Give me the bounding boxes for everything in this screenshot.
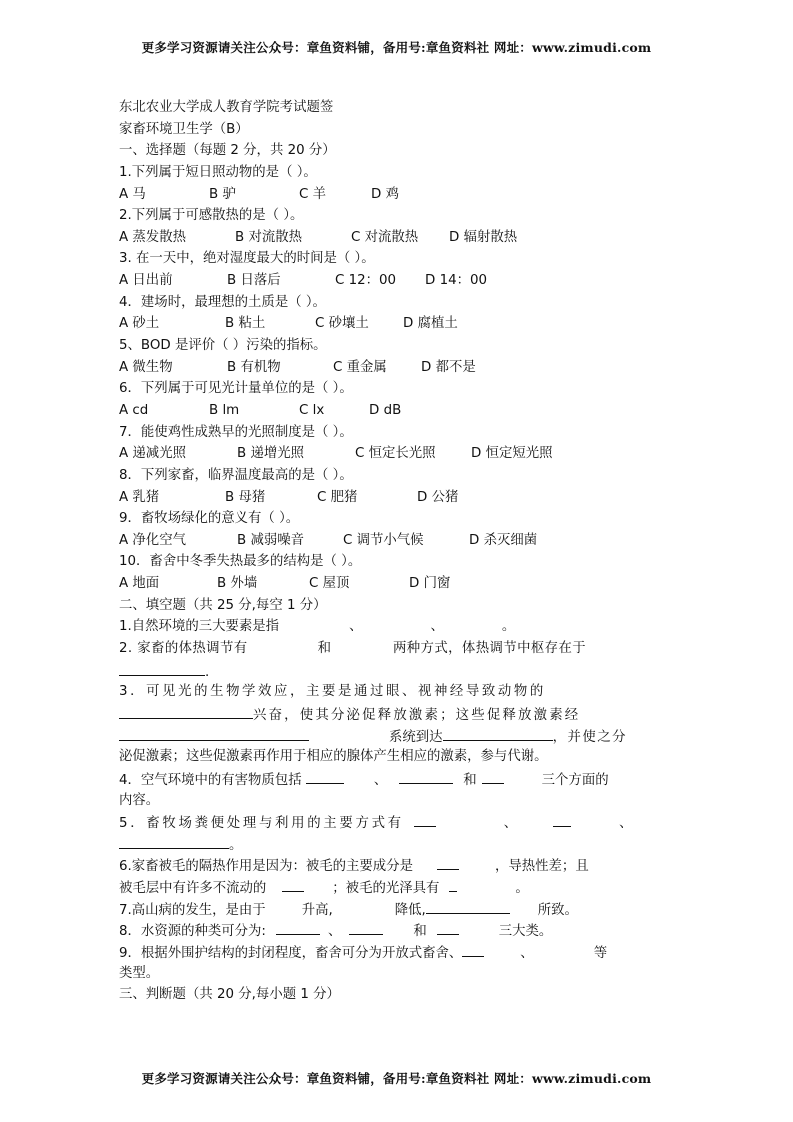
mcq-option[interactable]: D 鸡: [371, 186, 399, 202]
mcq-option[interactable]: B 有机物: [227, 359, 281, 375]
mcq-option[interactable]: D 杀灭细菌: [469, 532, 538, 548]
blank[interactable]: [462, 941, 484, 957]
fill-q3: 3．可见光的生物学效应，主要是通过眼、视神经导致动物的: [119, 684, 546, 700]
fill-q3-cont: 兴奋，使其分泌促释放激素；这些促释放激素经: [119, 703, 674, 725]
section1-title: 一、选择题（每题 2 分，共 20 分）: [119, 143, 336, 159]
mcq-option[interactable]: A 地面: [119, 576, 160, 592]
blank[interactable]: [119, 660, 205, 676]
mcq-question-stem: 2.下列属于可感散热的是（ ）。: [119, 208, 304, 224]
mcq-option[interactable]: B 母猪: [225, 489, 266, 505]
mcq-options: [119, 227, 674, 249]
mcq-list: [119, 162, 674, 595]
blank[interactable]: [482, 768, 504, 784]
mcq-option[interactable]: D 公猪: [417, 489, 459, 505]
fill-q2: 2. 家畜的体热调节有 和 两种方式，体热调节中枢存在于: [119, 641, 587, 657]
blank[interactable]: [119, 703, 253, 719]
mcq-option[interactable]: C 羊: [299, 186, 326, 202]
mcq-option[interactable]: D 腐植土: [403, 316, 458, 332]
mcq-option[interactable]: C 恒定长光照: [355, 446, 436, 462]
top-banner: 更多学习资源请关注公众号：章鱼资料铺，备用号:章鱼资料社 网址：www.zimudi.com: [141, 40, 652, 55]
mcq-question-stem: 8．下列家畜，临界温度最高的是（ ）。: [119, 467, 353, 483]
mcq-option[interactable]: A 递减光照: [119, 446, 186, 462]
mcq-option[interactable]: C lx: [299, 402, 325, 418]
blank[interactable]: [306, 768, 344, 784]
blank[interactable]: [349, 919, 383, 935]
mcq-question-stem: 3. 在一天中，绝对湿度最大的时间是（ ）。: [119, 251, 375, 267]
fill-q6-cont: 被毛层中有许多不流动的 ；被毛的光泽具有 。: [119, 876, 674, 898]
mcq-question-stem: 6．下列属于可见光计量单位的是（ ）。: [119, 381, 353, 397]
mcq-option[interactable]: A 日出前: [119, 273, 173, 289]
mcq-options: [119, 443, 674, 465]
mcq-question-stem: 10．畜舍中冬季失热最多的结构是（ ）。: [119, 554, 362, 570]
blank[interactable]: [282, 876, 304, 892]
mcq-option[interactable]: A 净化空气: [119, 532, 186, 548]
mcq-option[interactable]: B 递增光照: [237, 446, 305, 462]
fill-q2-cont: .: [119, 660, 674, 682]
mcq-option[interactable]: C 肥猪: [317, 489, 358, 505]
fill-q1: 1.自然环境的三大要素是指 、 、 。: [119, 619, 516, 635]
fill-q4: 4．空气环境中的有害物质包括 、 和 三个方面的: [119, 768, 674, 790]
blank[interactable]: [276, 919, 320, 935]
mcq-option[interactable]: B 减弱噪音: [237, 532, 305, 548]
mcq-question-stem: 4．建场时，最理想的土质是（ ）。: [119, 294, 326, 310]
mcq-option[interactable]: C 12：00: [335, 273, 397, 289]
mcq-option[interactable]: C 调节小气候: [343, 532, 424, 548]
fill-q4-cont: 内容。: [119, 792, 160, 808]
fill-q9-cont: 类型。: [119, 965, 160, 981]
mcq-options: [119, 487, 674, 509]
mcq-option[interactable]: C 砂壤土: [315, 316, 369, 332]
mcq-question-stem: 7．能使鸡性成熟早的光照制度是（ ）。: [119, 424, 353, 440]
mcq-option[interactable]: B 驴: [209, 186, 236, 202]
blank[interactable]: [399, 768, 453, 784]
mcq-option[interactable]: A 乳猪: [119, 489, 160, 505]
mcq-options: [119, 573, 674, 595]
mcq-option[interactable]: D dB: [369, 402, 402, 418]
section3-title: 三、判断题（共 20 分,每小题 1 分）: [119, 987, 340, 1003]
mcq-option[interactable]: A 砂土: [119, 316, 160, 332]
blank[interactable]: [414, 811, 436, 827]
mcq-option[interactable]: B 粘土: [225, 316, 266, 332]
blank[interactable]: [119, 725, 309, 741]
blank[interactable]: [426, 898, 510, 914]
mcq-option[interactable]: A 微生物: [119, 359, 173, 375]
mcq-option[interactable]: B 外墙: [217, 576, 258, 592]
exam-course-title: 家畜环境卫生学（B）: [119, 121, 249, 137]
mcq-options: [119, 184, 674, 206]
mcq-option[interactable]: D 辐射散热: [449, 229, 518, 245]
mcq-option[interactable]: D 14：00: [425, 273, 488, 289]
fill-q3-cont2: 系统到达 ，并使之分: [119, 725, 674, 747]
mcq-options: [119, 270, 674, 292]
mcq-options: [119, 530, 674, 552]
fill-q8: 8．水资源的种类可分为: 、 和 三大类。: [119, 919, 674, 941]
fill-q7: 7.高山病的发生，是由于 升高, 降低, 所致。: [119, 898, 674, 920]
mcq-question-stem: 1.下列属于短日照动物的是（ ）。: [119, 164, 317, 180]
mcq-option[interactable]: B 对流散热: [235, 229, 303, 245]
exam-school-title: 东北农业大学成人教育学院考试题签: [119, 100, 334, 115]
blank[interactable]: [119, 833, 229, 849]
blank[interactable]: [449, 876, 457, 892]
mcq-option[interactable]: D 门窗: [409, 576, 451, 592]
mcq-option[interactable]: A cd: [119, 402, 149, 418]
mcq-option[interactable]: A 蒸发散热: [119, 229, 186, 245]
mcq-options: [119, 400, 674, 422]
section2-title: 二、填空题（共 25 分,每空 1 分）: [119, 597, 327, 613]
mcq-option[interactable]: D 恒定短光照: [471, 446, 553, 462]
mcq-option[interactable]: A 马: [119, 186, 146, 202]
fill-q6: 6.家畜被毛的隔热作用是因为：被毛的主要成分是 ，导热性差；且: [119, 854, 674, 876]
mcq-options: [119, 357, 674, 379]
blank[interactable]: [437, 854, 459, 870]
mcq-option[interactable]: C 对流散热: [351, 229, 419, 245]
blank[interactable]: [443, 725, 553, 741]
fill-q3-cont3: 泌促激素；这些促激素再作用于相应的腺体产生相应的激素，参与代谢。: [119, 749, 548, 765]
fill-q5-cont: 。: [119, 833, 674, 855]
mcq-option[interactable]: D 都不是: [421, 359, 476, 375]
mcq-option[interactable]: C 重金属: [333, 359, 387, 375]
mcq-question-stem: 5、BOD 是评价（ ）污染的指标。: [119, 338, 327, 354]
mcq-option[interactable]: B lm: [209, 402, 240, 418]
mcq-options: [119, 313, 674, 335]
exam-content: [119, 97, 674, 1006]
bottom-banner: 更多学习资源请关注公众号：章鱼资料铺，备用号:章鱼资料社 网址：www.zimudi.com: [141, 1071, 652, 1086]
fill-q9: 9．根据外围护结构的封闭程度，畜舍可分为开放式畜舍、 、 等: [119, 941, 674, 963]
mcq-question-stem: 9．畜牧场绿化的意义有（ ）。: [119, 511, 300, 527]
fill-q5: 5．畜牧场粪便处理与利用的主要方式有 、 、: [119, 811, 674, 833]
mcq-option[interactable]: C 屋顶: [309, 576, 350, 592]
blank[interactable]: [553, 811, 571, 827]
mcq-option[interactable]: B 日落后: [227, 273, 281, 289]
blank[interactable]: [437, 919, 459, 935]
